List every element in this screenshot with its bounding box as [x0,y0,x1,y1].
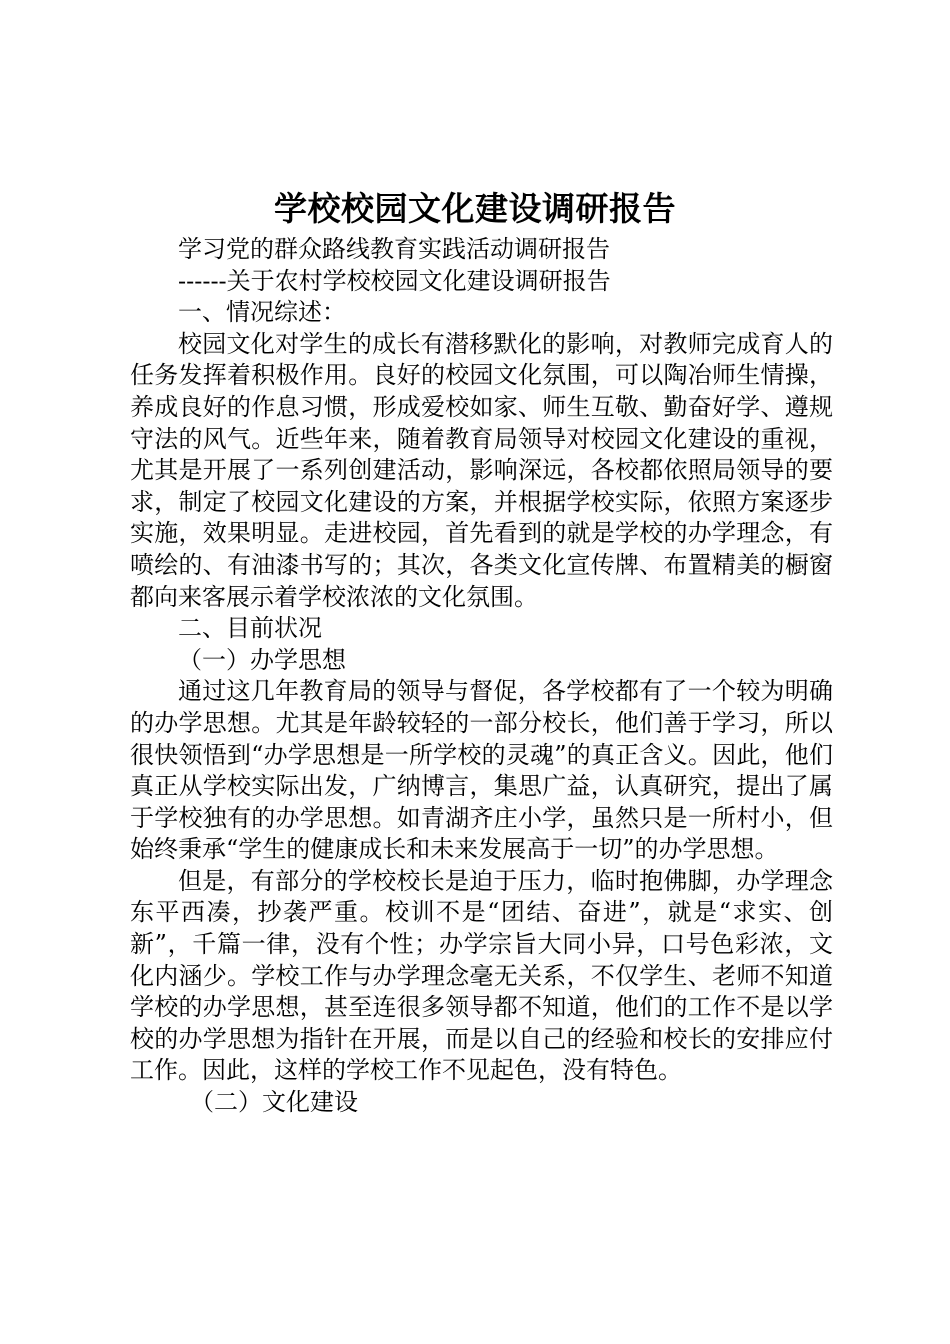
paragraph-problems: 但是，有部分的学校校长是迫于压力，临时抱佛脚，办学理念东平西凑，抄袭严重。校训不是“团结、奋进”，就是“求实、创新”，千篇一律，没有个性；办学宗旨大同小异，口号色彩浓，文化内涵少。学校工作与办学理念毫无关系，不仅学生、老师不知道学校的办学思想，甚至连很多领导都不知道，他们的工作不是以学校的办学思想为指针在开展，而是以自己的经验和校长的安排应付工作。因此，这样的学校工作不见起色，没有特色。 [130,866,833,1085]
section-heading-overview: 一、情况综述： [178,298,346,327]
section-heading-current-status: 二、目前状况 [178,614,322,643]
paragraph-philosophy: 通过这几年教育局的领导与督促，各学校都有了一个较为明确的办学思想。尤其是年龄较轻的一部分校长，他们善于学习，所以很快领悟到“办学思想是一所学校的灵魂”的真正含义。因此，他们真正从学校实际出发，广纳博言，集思广益，认真研究，提出了属于学校独有的办学思想。如青湖齐庄小学，虽然只是一所村小，但始终秉承“学生的健康成长和未来发展高于一切”的办学思想。 [130,677,833,864]
subheading-culture-construction: （二）文化建设 [190,1088,358,1117]
subtitle-secondary: ------关于农村学校校园文化建设调研报告 [178,266,611,295]
subheading-school-philosophy: （一）办学思想 [178,645,346,674]
document-title: 学校校园文化建设调研报告 [274,189,676,228]
paragraph-overview: 校园文化对学生的成长有潜移默化的影响，对教师完成育人的任务发挥着积极作用。良好的校园文化氛围，可以陶冶师生情操，养成良好的作息习惯，形成爱校如家、师生互敬、勤奋好学、遵规守法的风气。近些年来，随着教育局领导对校园文化建设的重视，尤其是开展了一系列创建活动，影响深远，各校都依照局领导的要求，制定了校园文化建设的方案，并根据学校实际，依照方案逐步实施，效果明显。走进校园，首先看到的就是学校的办学理念，有喷绘的、有油漆书写的；其次，各类文化宣传牌、布置精美的橱窗都向来客展示着学校浓浓的文化氛围。 [130,329,833,611]
document-body [130,234,833,1119]
subtitle-main: 学习党的群众路线教育实践活动调研报告 [178,235,610,263]
